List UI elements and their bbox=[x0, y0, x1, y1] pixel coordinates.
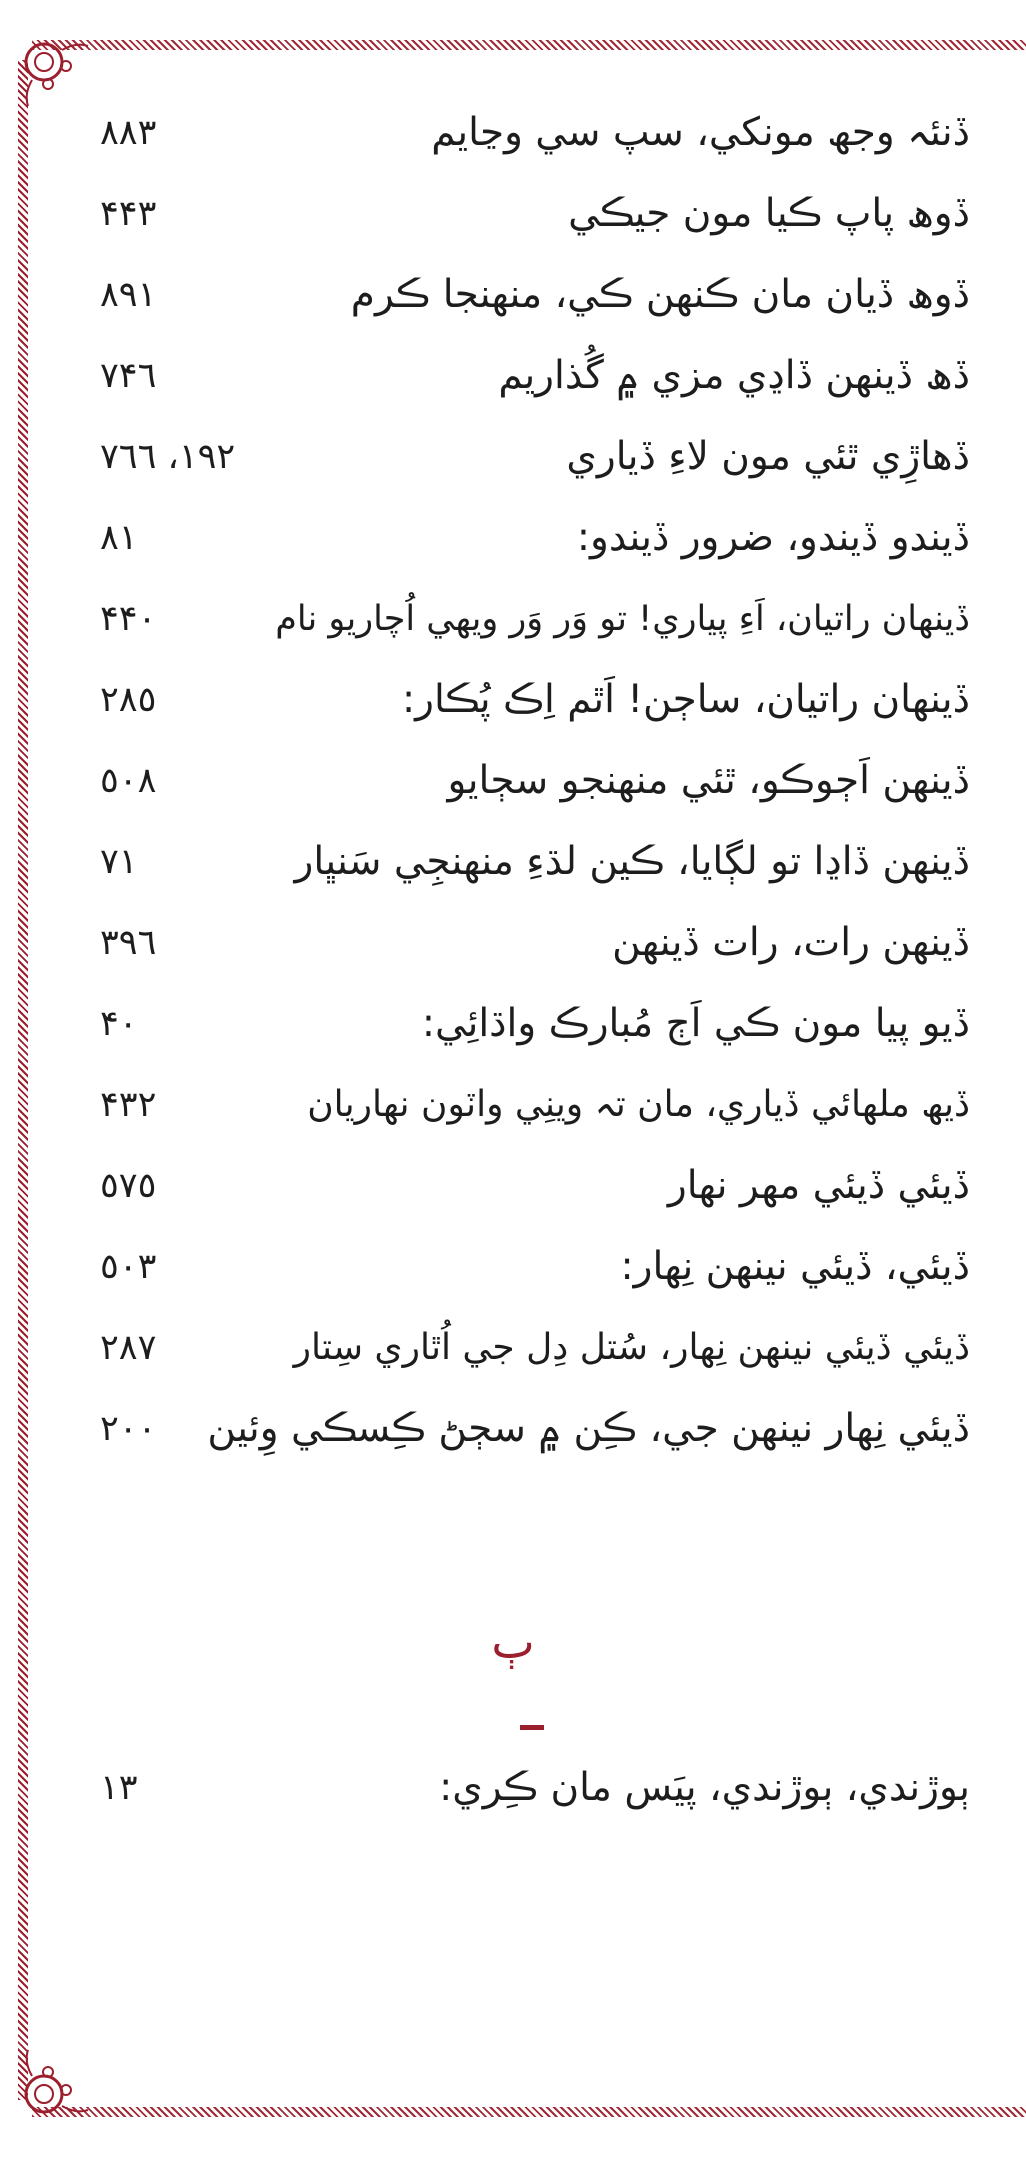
bottom-border-ornament bbox=[32, 2107, 1026, 2117]
entry-page-number: ٥٠٣ bbox=[100, 1247, 157, 1287]
index-entry bbox=[100, 591, 970, 672]
entry-page-number: ۴٠ bbox=[100, 1004, 138, 1044]
entry-page-number: ۴۴۳ bbox=[100, 194, 157, 234]
entry-phrase: ٻوڙندي، ٻوڙندي، پيَس مان ڪِري: bbox=[439, 1765, 970, 1810]
top-left-corner-ornament bbox=[18, 36, 90, 108]
index-entry bbox=[100, 510, 970, 591]
entry-phrase: ڏينهن رات، رات ڏينهن bbox=[612, 920, 970, 965]
entry-phrase: ڏيو پيا مون ڪي اَڄ مُبارڪ واڌائِي: bbox=[421, 1001, 970, 1046]
index-entry bbox=[100, 1401, 970, 1482]
entry-page-number: ٢٨٥ bbox=[100, 680, 157, 720]
entry-page-number: ٣٩٦ bbox=[100, 923, 157, 963]
index-entry bbox=[100, 267, 970, 348]
entry-phrase: ڏيندو ڏيندو، ضرور ڏيندو: bbox=[576, 515, 970, 560]
index-entry bbox=[100, 429, 970, 510]
entry-phrase: ڏيئي نِهار نينهن جي، ڪِن ۾ سڄڻ ڪِسڪي وِئين bbox=[207, 1406, 970, 1451]
entry-phrase: ڏينهن ڏاڍا تو لڳايا، ڪين لڌءِ منهنجِي سَنڀار bbox=[294, 839, 970, 884]
entry-phrase: ڏھاڙِي ٿئي مون لاءِ ڏياري bbox=[566, 434, 970, 479]
index-entry bbox=[100, 1158, 970, 1239]
index-entry bbox=[100, 915, 970, 996]
entry-page-number: ٧١ bbox=[100, 842, 138, 882]
index-entry bbox=[100, 753, 970, 834]
index-entry bbox=[100, 996, 970, 1077]
entry-page-number: ٥٠٨ bbox=[100, 761, 157, 801]
index-entry bbox=[100, 1760, 970, 1841]
entry-phrase: ڏينهان راتيان، ساڄن! اَٿم اِڪ پُڪار: bbox=[401, 677, 970, 722]
index-entry bbox=[100, 186, 970, 267]
index-entry bbox=[100, 1320, 970, 1401]
top-border-ornament bbox=[32, 40, 1026, 50]
entry-page-number: ١٩٢، ٧٦٦ bbox=[100, 437, 236, 477]
index-entry bbox=[100, 348, 970, 429]
index-list bbox=[100, 105, 970, 1482]
entry-page-number: ٨١ bbox=[100, 518, 138, 558]
index-entry bbox=[100, 672, 970, 753]
entry-page-number: ٥٧٥ bbox=[100, 1166, 157, 1206]
index-entry bbox=[100, 105, 970, 186]
bottom-left-corner-ornament bbox=[18, 2048, 90, 2120]
entry-page-number: ٧۴٦ bbox=[100, 356, 157, 396]
entry-phrase: ڏھ ڏينهن ڏاڍي مزي ۾ گُذاريم bbox=[498, 353, 970, 398]
entry-page-number: ٨٨٣ bbox=[100, 113, 157, 153]
left-border-ornament bbox=[18, 60, 28, 2100]
section-heading-underline bbox=[520, 1725, 544, 1730]
entry-phrase: ڏوھ ڏيان مان ڪنهن ڪي، منهنجا ڪرم bbox=[350, 272, 970, 317]
entry-page-number: ٢٠٠ bbox=[100, 1409, 157, 1449]
entry-phrase: ڏيئي، ڏيئي نينهن نِهار: bbox=[620, 1244, 970, 1289]
entry-page-number: ۴۴٠ bbox=[100, 599, 157, 639]
entry-phrase: ڏيھ ملهائي ڏياري، مان تہ وينِي واٽون نهاريان bbox=[307, 1084, 970, 1125]
entry-phrase: ڏوھ پاپ ڪيا مون جيڪي bbox=[568, 191, 970, 236]
entry-phrase: ڏينهن اَڄوڪو، ٿئي منهنجو سڄايو bbox=[447, 758, 970, 803]
entry-page-number: ۴٣٢ bbox=[100, 1085, 157, 1125]
entry-phrase: ڏيئي ڏيئي مهر نهار bbox=[667, 1163, 970, 1208]
entry-phrase: ڏينهان راتيان، اَءِ پياري! تو وَر وَر ويهي اُچاريو نام bbox=[275, 599, 970, 639]
index-entry bbox=[100, 834, 970, 915]
entry-phrase: ڏيئي ڏيئي نينهن نِهار، سُتل دِل جي اُٿاري سِتار bbox=[293, 1327, 970, 1368]
section-heading-letter: ٻ bbox=[491, 1615, 535, 1669]
entry-page-number: ١٣ bbox=[100, 1768, 138, 1808]
index-entry bbox=[100, 1077, 970, 1158]
entry-page-number: ٢٨٧ bbox=[100, 1328, 157, 1368]
entry-page-number: ٨٩١ bbox=[100, 275, 157, 315]
index-entry bbox=[100, 1239, 970, 1320]
entry-phrase: ڏنئہ وجھ مونکي، سپ سي وڃايم bbox=[431, 110, 970, 155]
